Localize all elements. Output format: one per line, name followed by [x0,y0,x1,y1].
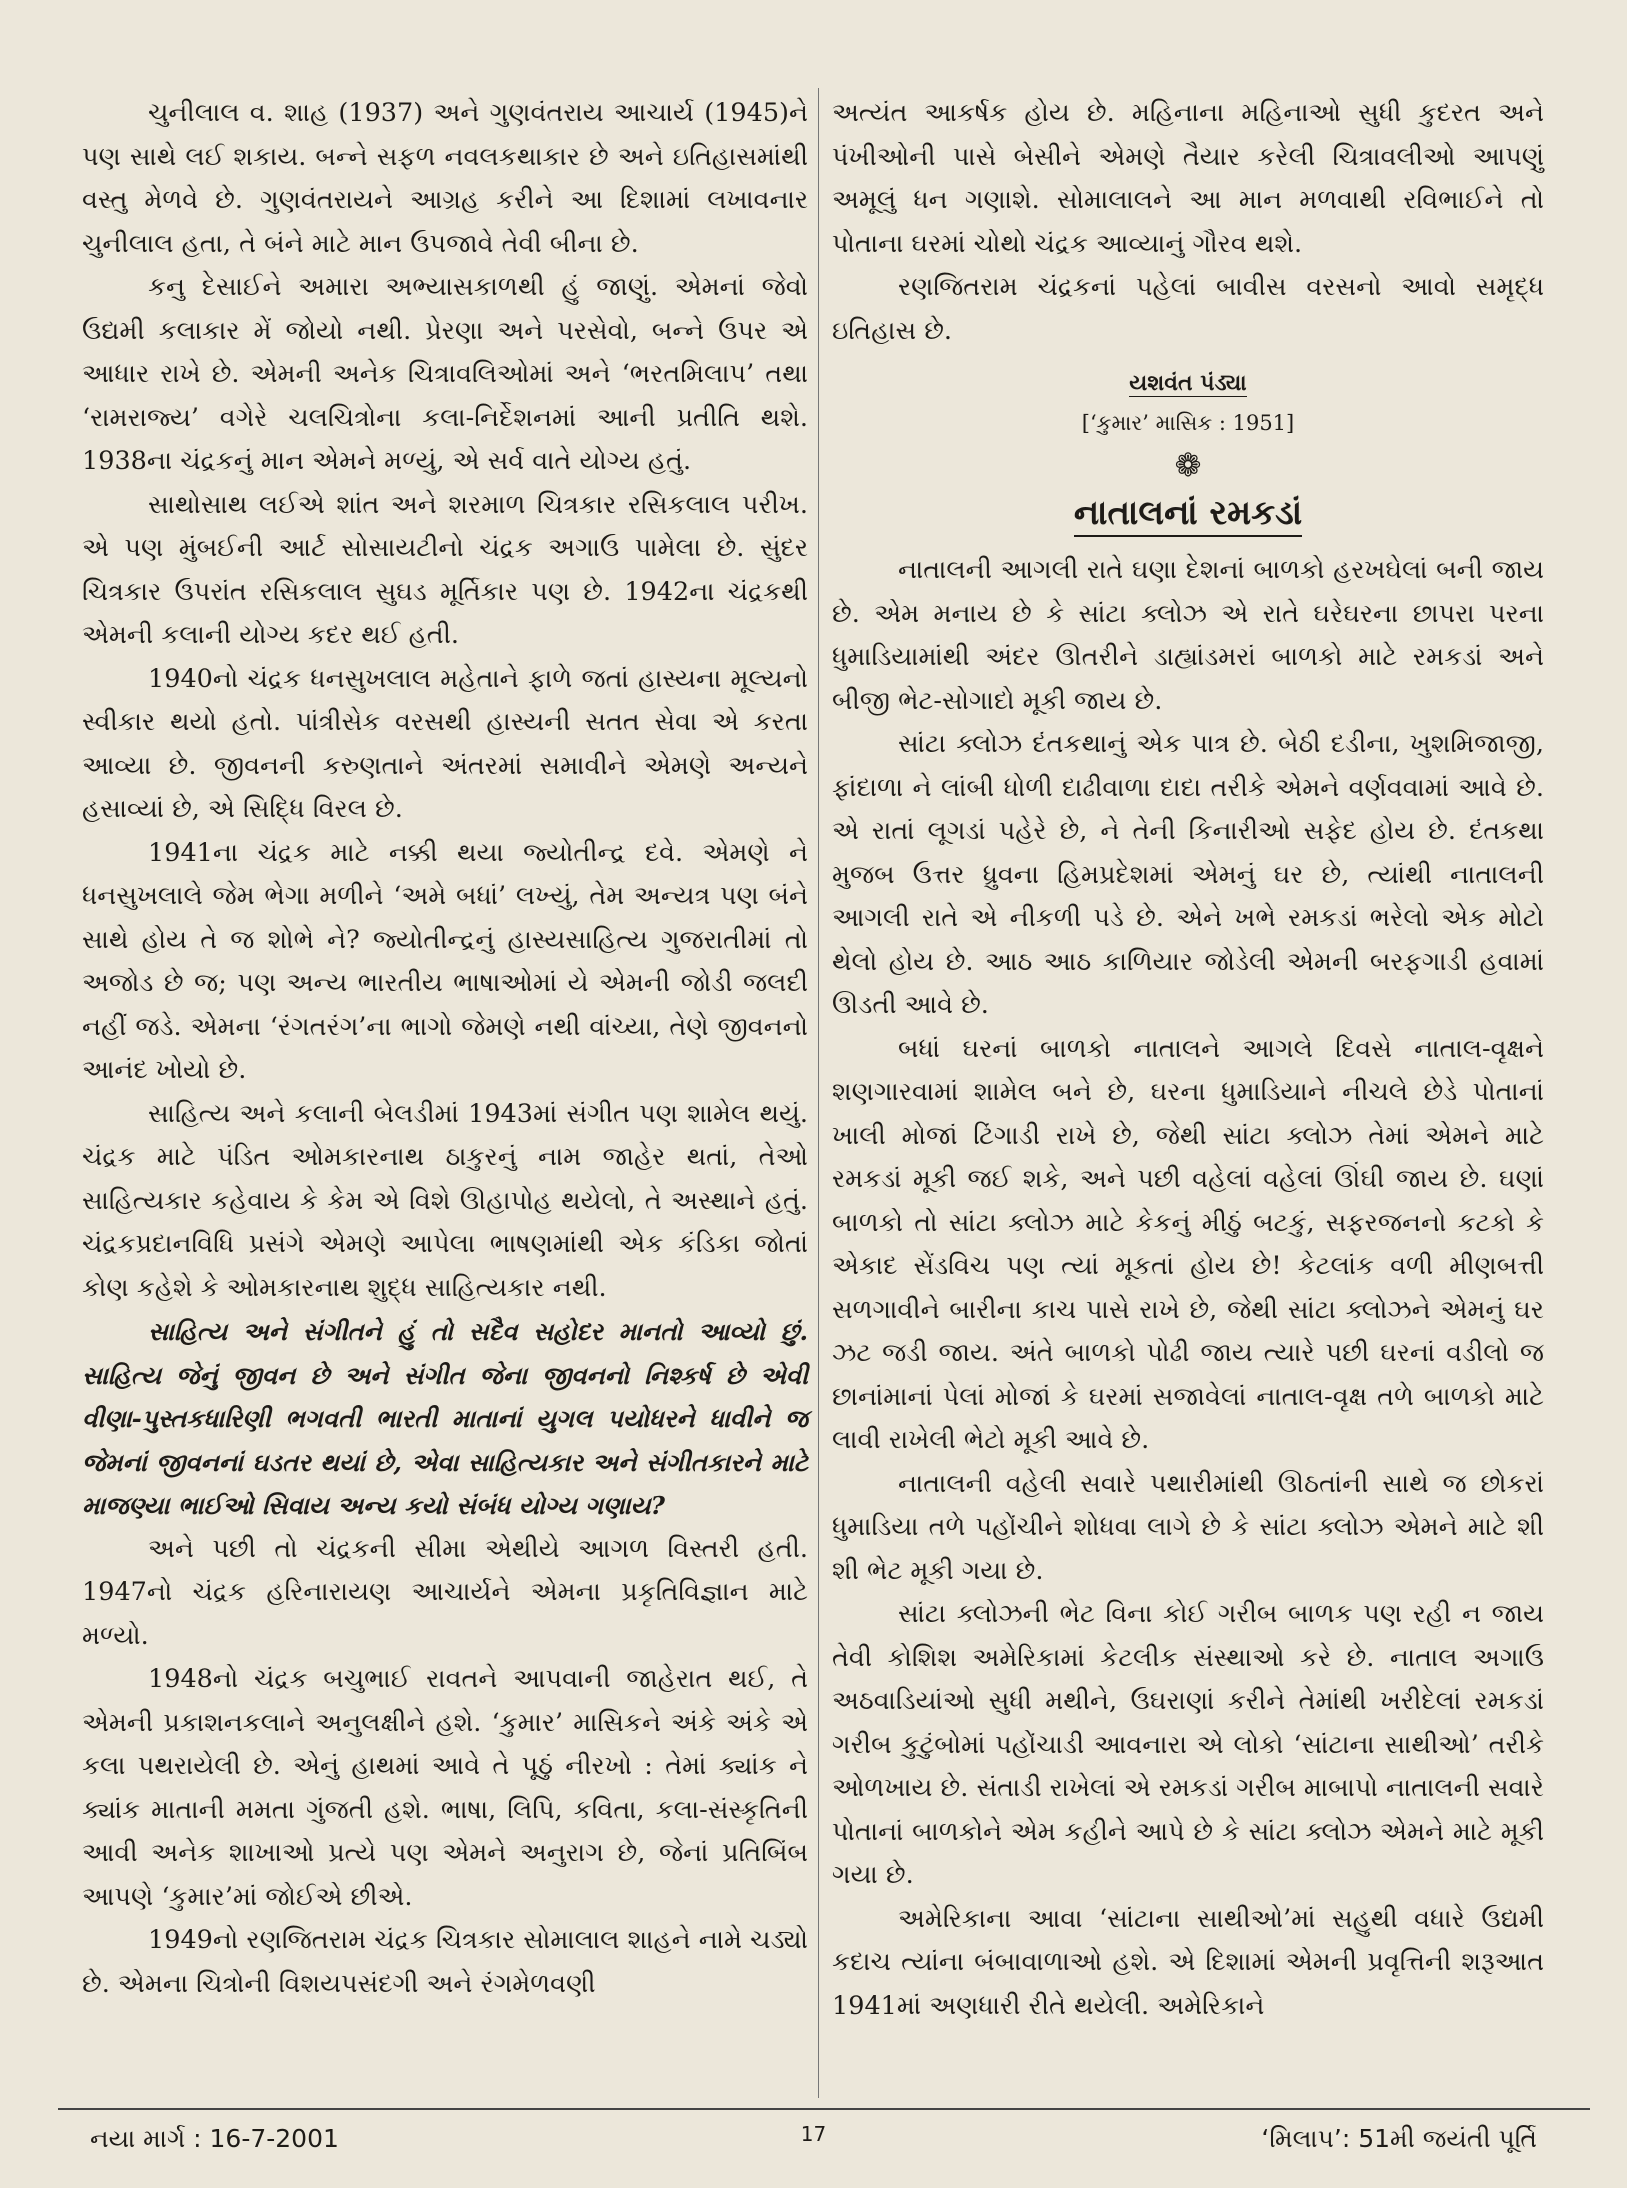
paragraph: ચુનીલાલ વ. શાહ (1937) અને ગુણવંતરાય આચાર્ય (1945)ને પણ સાથે લઈ શકાય. બન્ને સફળ નવલકથાકાર છે અને ઇતિહાસમાંથી વસ્તુ મેળવે છે. ગુણવંતરાયને આગ્રહ કરીને આ દિશામાં લખાવનાર ચુનીલાલ હતા, તે બંને માટે માન ઉપજાવે તેવી બીના છે. [82,98,808,259]
paragraph: 1941ના ચંદ્રક માટે નક્કી થયા જ્યોતીન્દ્ર દવે. એમણે ને ધનસુખલાલે જેમ ભેગા મળીને ‘અમે બધાં’ લખ્યું, તેમ અન્યત્ર પણ બંને સાથે હોય તે જ શોભે ને? જ્યોતીન્દ્રનું હાસ્યસાહિત્ય ગુજરાતીમાં તો અજોડ છે જ; પણ અન્ય ભારતીય ભાષાઓમાં યે એમની જોડી જલદી નહીં જડે. એમના ‘રંગતરંગ’ના ભાગો જેમણે નથી વાંચ્યા, તેણે જીવનનો આનંદ ખોયો છે. [82,837,808,1085]
article-title-text: નાતાલનાં રમકડાં [1074,493,1302,537]
paragraph: 1949નો રણજિતરામ ચંદ્રક ચિત્રકાર સોમાલાલ શાહને નામે ચડ્યો છે. એમના ચિત્રોની વિશયપસંદગી અને રંગમેળવણી [82,1925,808,1999]
paragraph: સાંટા ક્લોઝની ભેટ વિના કોઈ ગરીબ બાળક પણ રહી ન જાય તેવી કોશિશ અમેરિકામાં કેટલીક સંસ્થાઓ કરે છે. નાતાલ અગાઉ અઠવાડિયાંઓ સુધી મથીને, ઉઘરાણાં કરીને તેમાંથી ખરીદેલાં રમકડાં ગરીબ કુટુંબોમાં પહોંચાડી આવનારા એ લોકો ‘સાંટાના સાથીઓ’ તરીકે ઓળખાય છે. સંતાડી રાખેલાં એ રમકડાં ગરીબ માબાપો નાતાલની સવારે પોતાનાં બાળકોને એમ કહીને આપે છે કે સાંટા ક્લોઝ એમને માટે મૂકી ગયા છે. [832,1599,1544,1890]
paragraph: બધાં ઘરનાં બાળકો નાતાલને આગલે દિવસે નાતાલ-વૃક્ષને શણગારવામાં શામેલ બને છે, ઘરના ધુમાડિયાને નીચલે છેડે પોતાનાં ખાલી મોજાં ટિંગાડી રાખે છે, જેથી સાંટા ક્લોઝ તેમાં એમને માટે રમકડાં મૂકી જઈ શકે, અને પછી વહેલાં વહેલાં ઊંઘી જાય છે. ઘણાં બાળકો તો સાંટા ક્લોઝ માટે કેકનું મીઠું બટકું, સફરજનનો કટકો કે એકાદ સેંડવિચ પણ ત્યાં મૂકતાં હોય છે! કેટલાંક વળી મીણબત્તી સળગાવીને બારીના કાચ પાસે રાખે છે, જેથી સાંટા ક્લોઝને એમનું ઘર ઝટ જડી જાય. અંતે બાળકો પોઢી જાય ત્યારે પછી ઘરનાં વડીલો જ છાનાંમાનાં પેલાં મોજાં કે ઘરમાં સજાવેલાં નાતાલ-વૃક્ષ તળે બાળકો માટે લાવી રાખેલી ભેટો મૂકી આવે છે. [832,1033,1544,1455]
footer-publication: નયા માર્ગ : 16-7-2001 [90,2124,339,2153]
page-number: 17 [800,2122,827,2146]
right-column [832,92,1544,2028]
flower-ornament-icon: ❁ [1174,446,1202,484]
paragraph: કનુ દેસાઈને અમારા અભ્યાસકાળથી હું જાણું. એમનાં જેવો ઉદ્યમી કલાકાર મેં જોયો નથી. પ્રેરણા અને પરસેવો, બન્ને ઉપર એ આધાર રાખે છે. એમની અનેક ચિત્રાવલિઓમાં અને ‘ભરતમિલાપ’ તથા ‘રામરાજ્ય’ વગેરે ચલચિત્રોના કલા-નિર્દેશનમાં આની પ્રતીતિ થશે. 1938ના ચંદ્રકનું માન એમને મળ્યું, એ સર્વ વાતે યોગ્ય હતું. [82,272,808,476]
paragraph: નાતાલની વહેલી સવારે પથારીમાંથી ઊઠતાંની સાથે જ છોકરાં ધુમાડિયા તળે પહોંચીને શોધવા લાગે છે કે સાંટા ક્લોઝ એમને માટે શી શી ભેટ મૂકી ગયા છે. [832,1468,1544,1586]
footer-rule [58,2108,1590,2110]
column-divider [818,88,819,2098]
paragraph: નાતાલની આગલી રાતે ઘણા દેશનાં બાળકો હરખઘેલાં બની જાય છે. એમ મનાય છે કે સાંટા ક્લોઝ એ રાતે ઘરેઘરના છાપરા પરના ધુમાડિયામાંથી અંદર ઊતરીને ડાહ્યાંડમરાં બાળકો માટે રમકડાં અને બીજી ભેટ-સોગાદો મૂકી જાય છે. [832,555,1544,716]
paragraph: સાહિત્ય અને કલાની બેલડીમાં 1943માં સંગીત પણ શામેલ થયું. ચંદ્રક માટે પંડિત ઓમકારનાથ ઠાકુરનું નામ જાહેર થતાં, તેઓ સાહિત્યકાર કહેવાય કે કેમ એ વિશે ઊહાપોહ થયેલો, તે અસ્થાને હતું. ચંદ્રકપ્રદાનવિધિ પ્રસંગે એમણે આપેલા ભાષણમાંથી એક કંડિકા જોતાં કોણ કહેશે કે ઓમકારનાથ શુદ્ધ સાહિત્યકાર નથી. [82,1098,808,1303]
paragraph: અમેરિકાના આવા ‘સાંટાના સાથીઓ’માં સહુથી વધારે ઉદ્યમી કદાચ ત્યાંના બંબાવાળાઓ હશે. એ દિશામાં એમની પ્રવૃત્તિની શરૂઆત 1941માં અણધારી રીતે થયેલી. અમેરિકાને [832,1903,1544,2021]
footer-supplement: ‘મિલાપ’: 51મી જયંતી પૂર્તિ [1261,2124,1537,2153]
paragraph: અત્યંત આકર્ષક હોય છે. મહિનાના મહિનાઓ સુધી કુદરત અને પંખીઓની પાસે બેસીને એમણે તૈયાર કરેલી ચિત્રાવલીઓ આપણું અમૂલું ધન ગણાશે. સોમાલાલને આ માન મળવાથી રવિભાઈને તો પોતાના ઘરમાં ચોથો ચંદ્રક આવ્યાનું ગૌરવ થશે. [832,98,1544,259]
page-footer [0,2116,1627,2166]
author-byline [832,363,1544,403]
left-column [82,92,808,2006]
paragraph: સાંટા ક્લોઝ દંતકથાનું એક પાત્ર છે. બેઠી દડીના, ખુશમિજાજી, ફાંદાળા ને લાંબી ધોળી દાઢીવાળા દાદા તરીકે એમને વર્ણવવામાં આવે છે. એ રાતાં લૂગડાં પહેરે છે, ને તેની કિનારીઓ સફેદ હોય છે. દંતકથા મુજબ ઉત્તર ધ્રુવના હિમપ્રદેશમાં એમનું ઘર છે, ત્યાંથી નાતાલની આગલી રાતે એ નીકળી પડે છે. એને ખભે રમકડાં ભરેલો એક મોટો થેલો હોય છે. આઠ આઠ કાળિયાર જોડેલી એમની બરફગાડી હવામાં ઊડતી આવે છે. [832,729,1544,1020]
paragraph: રણજિતરામ ચંદ્રકનાં પહેલાં બાવીસ વરસનો આવો સમૃદ્ધ ઇતિહાસ છે. [832,272,1544,346]
paragraph: 1948નો ચંદ્રક બચુભાઈ રાવતને આપવાની જાહેરાત થઈ, તે એમની પ્રકાશનકલાને અનુલક્ષીને હશે. ‘કુમાર’ માસિકને અંકે અંકે એ કલા પથરાયેલી છે. એનું હાથમાં આવે તે પૂઠું નીરખો : તેમાં ક્યાંક ને ક્યાંક માતાની મમતા ગુંજતી હશે. ભાષા, લિપિ, કવિતા, કલા-સંસ્કૃતિની આવી અનેક શાખાઓ પ્રત્યે પણ એમને અનુરાગ છે, જેનાં પ્રતિબિંબ આપણે ‘કુમાર’માં જોઈએ છીએ. [82,1664,808,1912]
author-name: યશવંત પંડ્યા [1129,370,1247,396]
source-citation: [‘કુમાર’ માસિક : 1951] [1081,411,1295,435]
paragraph: અને પછી તો ચંદ્રકની સીમા એથીયે આગળ વિસ્તરી હતી. 1947નો ચંદ્રક હરિનારાયણ આચાર્યને એમના પ્રકૃતિવિજ્ઞાન માટે મળ્યો. [82,1533,808,1651]
quote-paragraph: સાહિત્ય અને સંગીતને હું તો સદૈવ સહોદર માનતો આવ્યો છું. સાહિત્ય જેનું જીવન છે અને સંગીત જેના જીવનનો નિશ્કર્ષ છે એવી વીણા-પુસ્તકધારિણી ભગવતી ભારતી માતાનાં યુગલ પયોધરને ધાવીને જ જેમનાં જીવનનાં ઘડતર થયાં છે, એવા સાહિત્યકાર અને સંગીતકારને માટે માજણ્યા ભાઈઓ સિવાય અન્ય કયો સંબંધ યોગ્ય ગણાય? [82,1317,808,1520]
article-title [832,493,1544,533]
paragraph: 1940નો ચંદ્રક ધનસુખલાલ મહેતાને ફાળે જતાં હાસ્યના મૂલ્યનો સ્વીકાર થયો હતો. પાંત્રીસેક વરસથી હાસ્યની સતત સેવા એ કરતા આવ્યા છે. જીવનની કરુણતાને અંતરમાં સમાવીને એમણે અન્યને હસાવ્યાં છે, એ સિદ્ધિ વિરલ છે. [82,663,808,824]
paragraph: સાથોસાથ લઈએ શાંત અને શરમાળ ચિત્રકાર રસિકલાલ પરીખ. એ પણ મુંબઈની આર્ટ સોસાયટીનો ચંદ્રક અગાઉ પામેલા છે. સુંદર ચિત્રકાર ઉપરાંત રસિકલાલ સુઘડ મૂર્તિકાર પણ છે. 1942ના ચંદ્રકથી એમની કલાની યોગ્ય કદર થઈ હતી. [82,489,808,650]
